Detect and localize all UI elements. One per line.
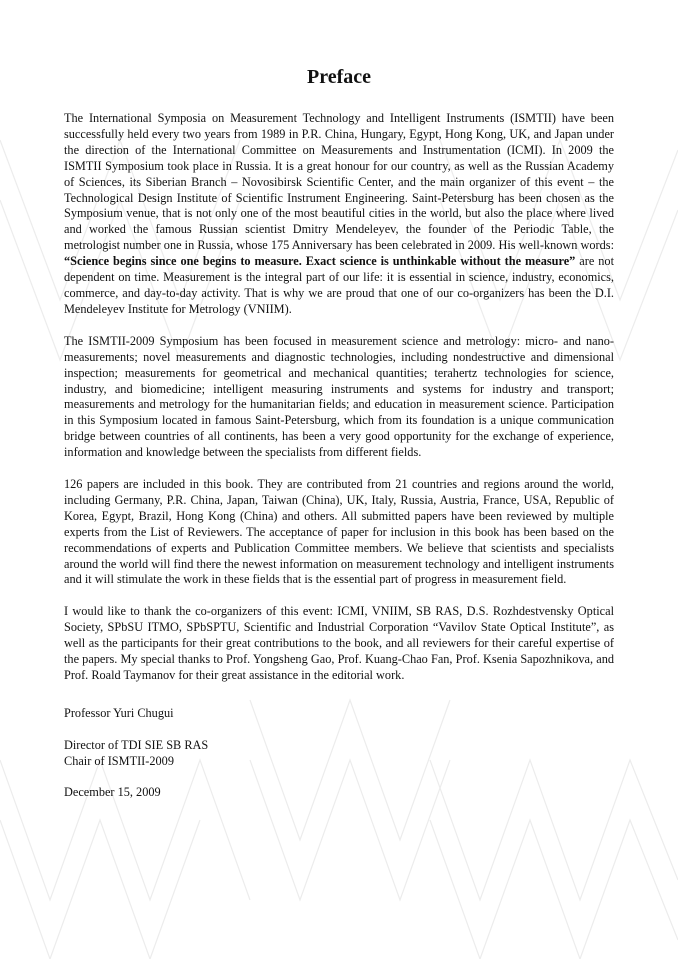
paragraph-thanks: I would like to thank the co-organizers of this event: ICMI, VNIIM, SB RAS, D.S. Rozhdestvensky Optical Society, SPbSU ITMO, SPbSPTU, Scientific and Industrial Corporation “Vavilov State Optical Institute”, as well as the participants for their great contributions to the book, and all reviewers for their careful expertise of the papers. My special thanks to Prof. Yongsheng Gao, Prof. Kuang-Chao Fan, Prof. Ksenia Sapozhnikova, and Prof. Roald Taymanov for their great assistance in the editorial work. bbox=[64, 604, 614, 682]
signatory-title-1: Director of TDI SIE SB RAS bbox=[64, 737, 209, 752]
page-title: Preface bbox=[306, 66, 372, 88]
paragraph-intro bbox=[64, 111, 614, 318]
signatory-title-2: Chair of ISMTII-2009 bbox=[64, 753, 174, 768]
signatory-name: Professor Yuri Chugui bbox=[64, 705, 174, 720]
paragraph-papers: 126 papers are included in this book. They are contributed from 21 countries and regions around the world, including Germany, P.R. China, Japan, Taiwan (China), UK, Italy, Russia, Austria, France, USA, Republic of Korea, Egypt, Brazil, Hong Kong (China) and others. All submitted papers have been reviewed by multiple experts from the List of Reviewers. The acceptance of paper for inclusion in this book has been based on the recommendations of experts and Publication Committee members. We believe that scientists and specialists around the world will find there the newest information on measurement technology and intelligent instruments and it will stimulate the work in these fields that is the essential part of progress in measurement field. bbox=[64, 477, 614, 587]
signature-block bbox=[64, 706, 614, 801]
mendeleyev-quote: “Science begins since one begins to measure. Exact science is unthinkable without the measure” bbox=[64, 254, 576, 269]
preface-content bbox=[64, 63, 614, 801]
intro-text: The International Symposia on Measurement Technology and Intelligent Instruments (ISMTII) have been successfully held every two years from 1989 in P.R. China, Hungary, Egypt, Hong Kong, UK, and Japan under the direction of the International Committee on Measurements and Instrumentation (ICMI). In 2009 the ISMTII Symposium took place in Russia. It is a great honour for our country, as well as the Russian Academy of Sciences, its Siberian Branch – Novosibirsk Scientific Center, and the main organizer of this event – the Technological Design Institute of Scientific Instrument Engineering. Saint-Petersburg has been chosen as the Symposium venue, that is not only one of the most beautiful cities in the world, but also the place where lived and worked the famous Russian scientist Dmitry Mendeleyev, the founder of the Periodic Table, the metrologist number one in Russia, whose 175 Anniversary has been celebrated in 2009. His well-known words: bbox=[64, 111, 614, 253]
signatory-titles bbox=[64, 738, 614, 770]
paragraph-focus: The ISMTII-2009 Symposium has been focused in measurement science and metrology: micro- and nano- measurements; novel measurements and diagnostic technologies, including nondestructive and dimensional inspection; measurements for geometrical and mechanical quantities; terahertz technologies for science, industry, and biomedicine; intelligent measuring instruments and systems for industry and transport; measurements and metrology for the humanitarian fields; and education in measurement science. Participation in this Symposium located in famous Saint-Petersburg, which from its foundation is a unique communication bridge between countries of all continents, has been a very good opportunity for the exchange of experience, information and knowledge between the specialists from different fields. bbox=[64, 333, 614, 460]
intro-text-continued: are not dependent on time. Measurement is the integral part of our life: it is essential in science, industry, economics, commerce, and day-to-day activity. That is why we are proud that one of our co-organizers has been the D.I. Mendeleyev Institute for Metrology (VNIIM). bbox=[64, 254, 615, 316]
signature-date: December 15, 2009 bbox=[64, 784, 161, 799]
